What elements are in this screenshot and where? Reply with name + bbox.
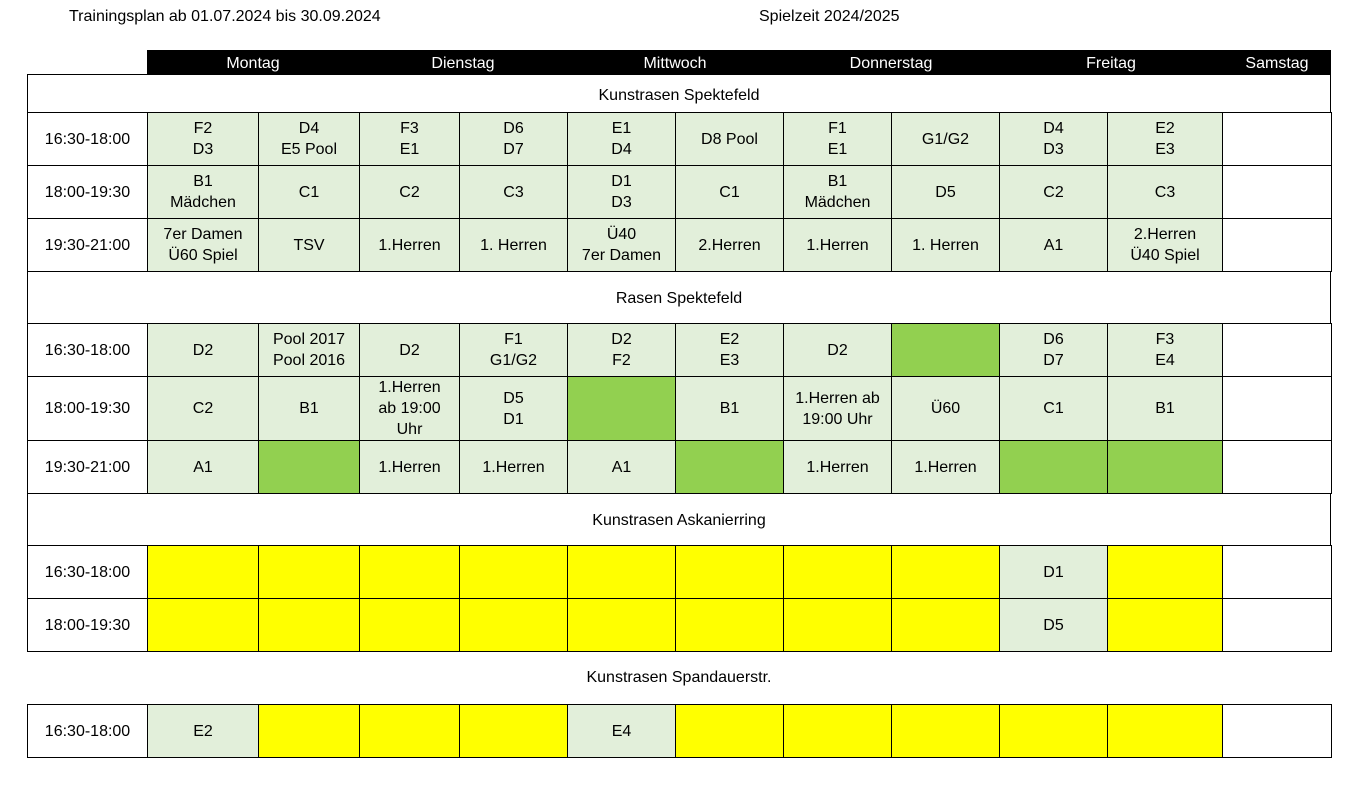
schedule-cell: D6 D7 <box>999 323 1108 377</box>
schedule-cell <box>1222 165 1332 219</box>
schedule-cell <box>1107 545 1223 599</box>
schedule-cell: C3 <box>459 165 568 219</box>
time-slot-cell: 16:30-18:00 <box>27 545 148 599</box>
schedule-cell <box>459 704 568 758</box>
schedule-cell <box>891 598 1000 652</box>
schedule-cell: Pool 2017 Pool 2016 <box>258 323 360 377</box>
schedule-cell <box>459 598 568 652</box>
schedule-cell: A1 <box>147 440 259 494</box>
schedule-cell <box>1222 323 1332 377</box>
schedule-cell <box>1107 704 1223 758</box>
schedule-cell <box>359 545 460 599</box>
schedule-cell: D6 D7 <box>459 112 568 166</box>
schedule-cell: C2 <box>999 165 1108 219</box>
schedule-cell <box>1107 440 1223 494</box>
schedule-cell: 1.Herren ab 19:00 Uhr <box>359 376 460 441</box>
schedule-cell: B1 Mädchen <box>783 165 892 219</box>
schedule-cell <box>675 704 784 758</box>
section-title: Rasen Spektefeld <box>27 271 1331 323</box>
schedule-cell <box>1222 704 1332 758</box>
schedule-cell <box>258 440 360 494</box>
schedule-cell: D5 <box>891 165 1000 219</box>
schedule-cell: E2 E3 <box>1107 112 1223 166</box>
schedule-cell <box>1222 545 1332 599</box>
schedule-cell: C1 <box>258 165 360 219</box>
day-friday: Freitag <box>1086 55 1136 72</box>
schedule-cell: D2 <box>783 323 892 377</box>
schedule-cell <box>999 440 1108 494</box>
schedule-cell: TSV <box>258 218 360 272</box>
schedule-cell: 1.Herren <box>783 218 892 272</box>
season-title: Spielzeit 2024/2025 <box>759 8 900 25</box>
schedule-cell: E4 <box>567 704 676 758</box>
schedule-cell: B1 Mädchen <box>147 165 259 219</box>
schedule-cell: E2 <box>147 704 259 758</box>
schedule-cell: Ü40 7er Damen <box>567 218 676 272</box>
time-slot-cell: 18:00-19:30 <box>27 598 148 652</box>
schedule-cell <box>567 545 676 599</box>
section-title: Kunstrasen Askanierring <box>27 493 1331 545</box>
schedule-cell: G1/G2 <box>891 112 1000 166</box>
schedule-cell: 2.Herren <box>675 218 784 272</box>
schedule-cell: A1 <box>567 440 676 494</box>
day-tuesday: Dienstag <box>431 55 495 72</box>
schedule-cell <box>675 545 784 599</box>
time-slot-cell: 16:30-18:00 <box>27 323 148 377</box>
schedule-cell <box>675 598 784 652</box>
schedule-cell: C1 <box>999 376 1108 441</box>
time-slot-cell: 19:30-21:00 <box>27 218 148 272</box>
day-header-bar <box>147 50 1331 74</box>
schedule-cell <box>783 598 892 652</box>
schedule-cell: F1 G1/G2 <box>459 323 568 377</box>
schedule-cell <box>567 376 676 441</box>
schedule-cell: 1.Herren <box>891 440 1000 494</box>
schedule-cell <box>567 598 676 652</box>
time-slot-cell: 16:30-18:00 <box>27 112 148 166</box>
schedule-cell <box>1222 376 1332 441</box>
schedule-cell: D4 E5 Pool <box>258 112 360 166</box>
schedule-cell: D4 D3 <box>999 112 1108 166</box>
schedule-cell: D1 D3 <box>567 165 676 219</box>
schedule-cell <box>147 598 259 652</box>
schedule-cell <box>1222 598 1332 652</box>
schedule-cell: 1. Herren <box>459 218 568 272</box>
schedule-cell <box>147 545 259 599</box>
schedule-cell <box>1222 112 1332 166</box>
schedule-cell: 1.Herren <box>359 440 460 494</box>
section-title: Kunstrasen Spandauerstr. <box>586 669 772 686</box>
section-title: Kunstrasen Spektefeld <box>27 74 1331 112</box>
schedule-cell: D5 <box>999 598 1108 652</box>
schedule-cell: E2 E3 <box>675 323 784 377</box>
schedule-cell <box>359 598 460 652</box>
schedule-cell: Ü60 <box>891 376 1000 441</box>
schedule-cell: 2.Herren Ü40 Spiel <box>1107 218 1223 272</box>
schedule-cell: 1.Herren <box>459 440 568 494</box>
schedule-cell: E1 D4 <box>567 112 676 166</box>
schedule-cell: C2 <box>359 165 460 219</box>
schedule-cell: D5 D1 <box>459 376 568 441</box>
schedule-cell: B1 <box>1107 376 1223 441</box>
day-thursday: Donnerstag <box>849 55 933 72</box>
schedule-cell: F3 E1 <box>359 112 460 166</box>
day-wednesday: Mittwoch <box>643 55 707 72</box>
schedule-cell: 1.Herren <box>783 440 892 494</box>
schedule-cell <box>459 545 568 599</box>
schedule-cell: D1 <box>999 545 1108 599</box>
day-saturday: Samstag <box>1245 55 1309 72</box>
time-slot-cell: 18:00-19:30 <box>27 165 148 219</box>
schedule-cell: 1.Herren ab 19:00 Uhr <box>783 376 892 441</box>
schedule-cell: D8 Pool <box>675 112 784 166</box>
schedule-cell <box>359 704 460 758</box>
schedule-cell <box>891 323 1000 377</box>
schedule-cell: D2 <box>359 323 460 377</box>
schedule-cell: A1 <box>999 218 1108 272</box>
day-monday: Montag <box>226 55 280 72</box>
schedule-cell <box>891 545 1000 599</box>
schedule-cell <box>258 704 360 758</box>
schedule-cell <box>1222 218 1332 272</box>
time-slot-cell: 16:30-18:00 <box>27 704 148 758</box>
schedule-cell: 7er Damen Ü60 Spiel <box>147 218 259 272</box>
schedule-cell: C1 <box>675 165 784 219</box>
schedule-cell: C2 <box>147 376 259 441</box>
schedule-cell <box>1107 598 1223 652</box>
schedule-cell: F3 E4 <box>1107 323 1223 377</box>
time-slot-cell: 18:00-19:30 <box>27 376 148 441</box>
schedule-cell: B1 <box>258 376 360 441</box>
plan-title: Trainingsplan ab 01.07.2024 bis 30.09.2024 <box>69 8 381 25</box>
schedule-cell <box>675 440 784 494</box>
schedule-cell <box>258 545 360 599</box>
schedule-cell: F2 D3 <box>147 112 259 166</box>
schedule-cell: D2 F2 <box>567 323 676 377</box>
schedule-cell <box>891 704 1000 758</box>
time-slot-cell: 19:30-21:00 <box>27 440 148 494</box>
schedule-cell <box>258 598 360 652</box>
schedule-cell <box>783 704 892 758</box>
schedule-cell <box>999 704 1108 758</box>
schedule-cell: C3 <box>1107 165 1223 219</box>
schedule-cell: 1.Herren <box>359 218 460 272</box>
schedule-cell <box>783 545 892 599</box>
schedule-cell: 1. Herren <box>891 218 1000 272</box>
schedule-cell: F1 E1 <box>783 112 892 166</box>
schedule-cell: D2 <box>147 323 259 377</box>
schedule-cell: B1 <box>675 376 784 441</box>
schedule-cell <box>1222 440 1332 494</box>
